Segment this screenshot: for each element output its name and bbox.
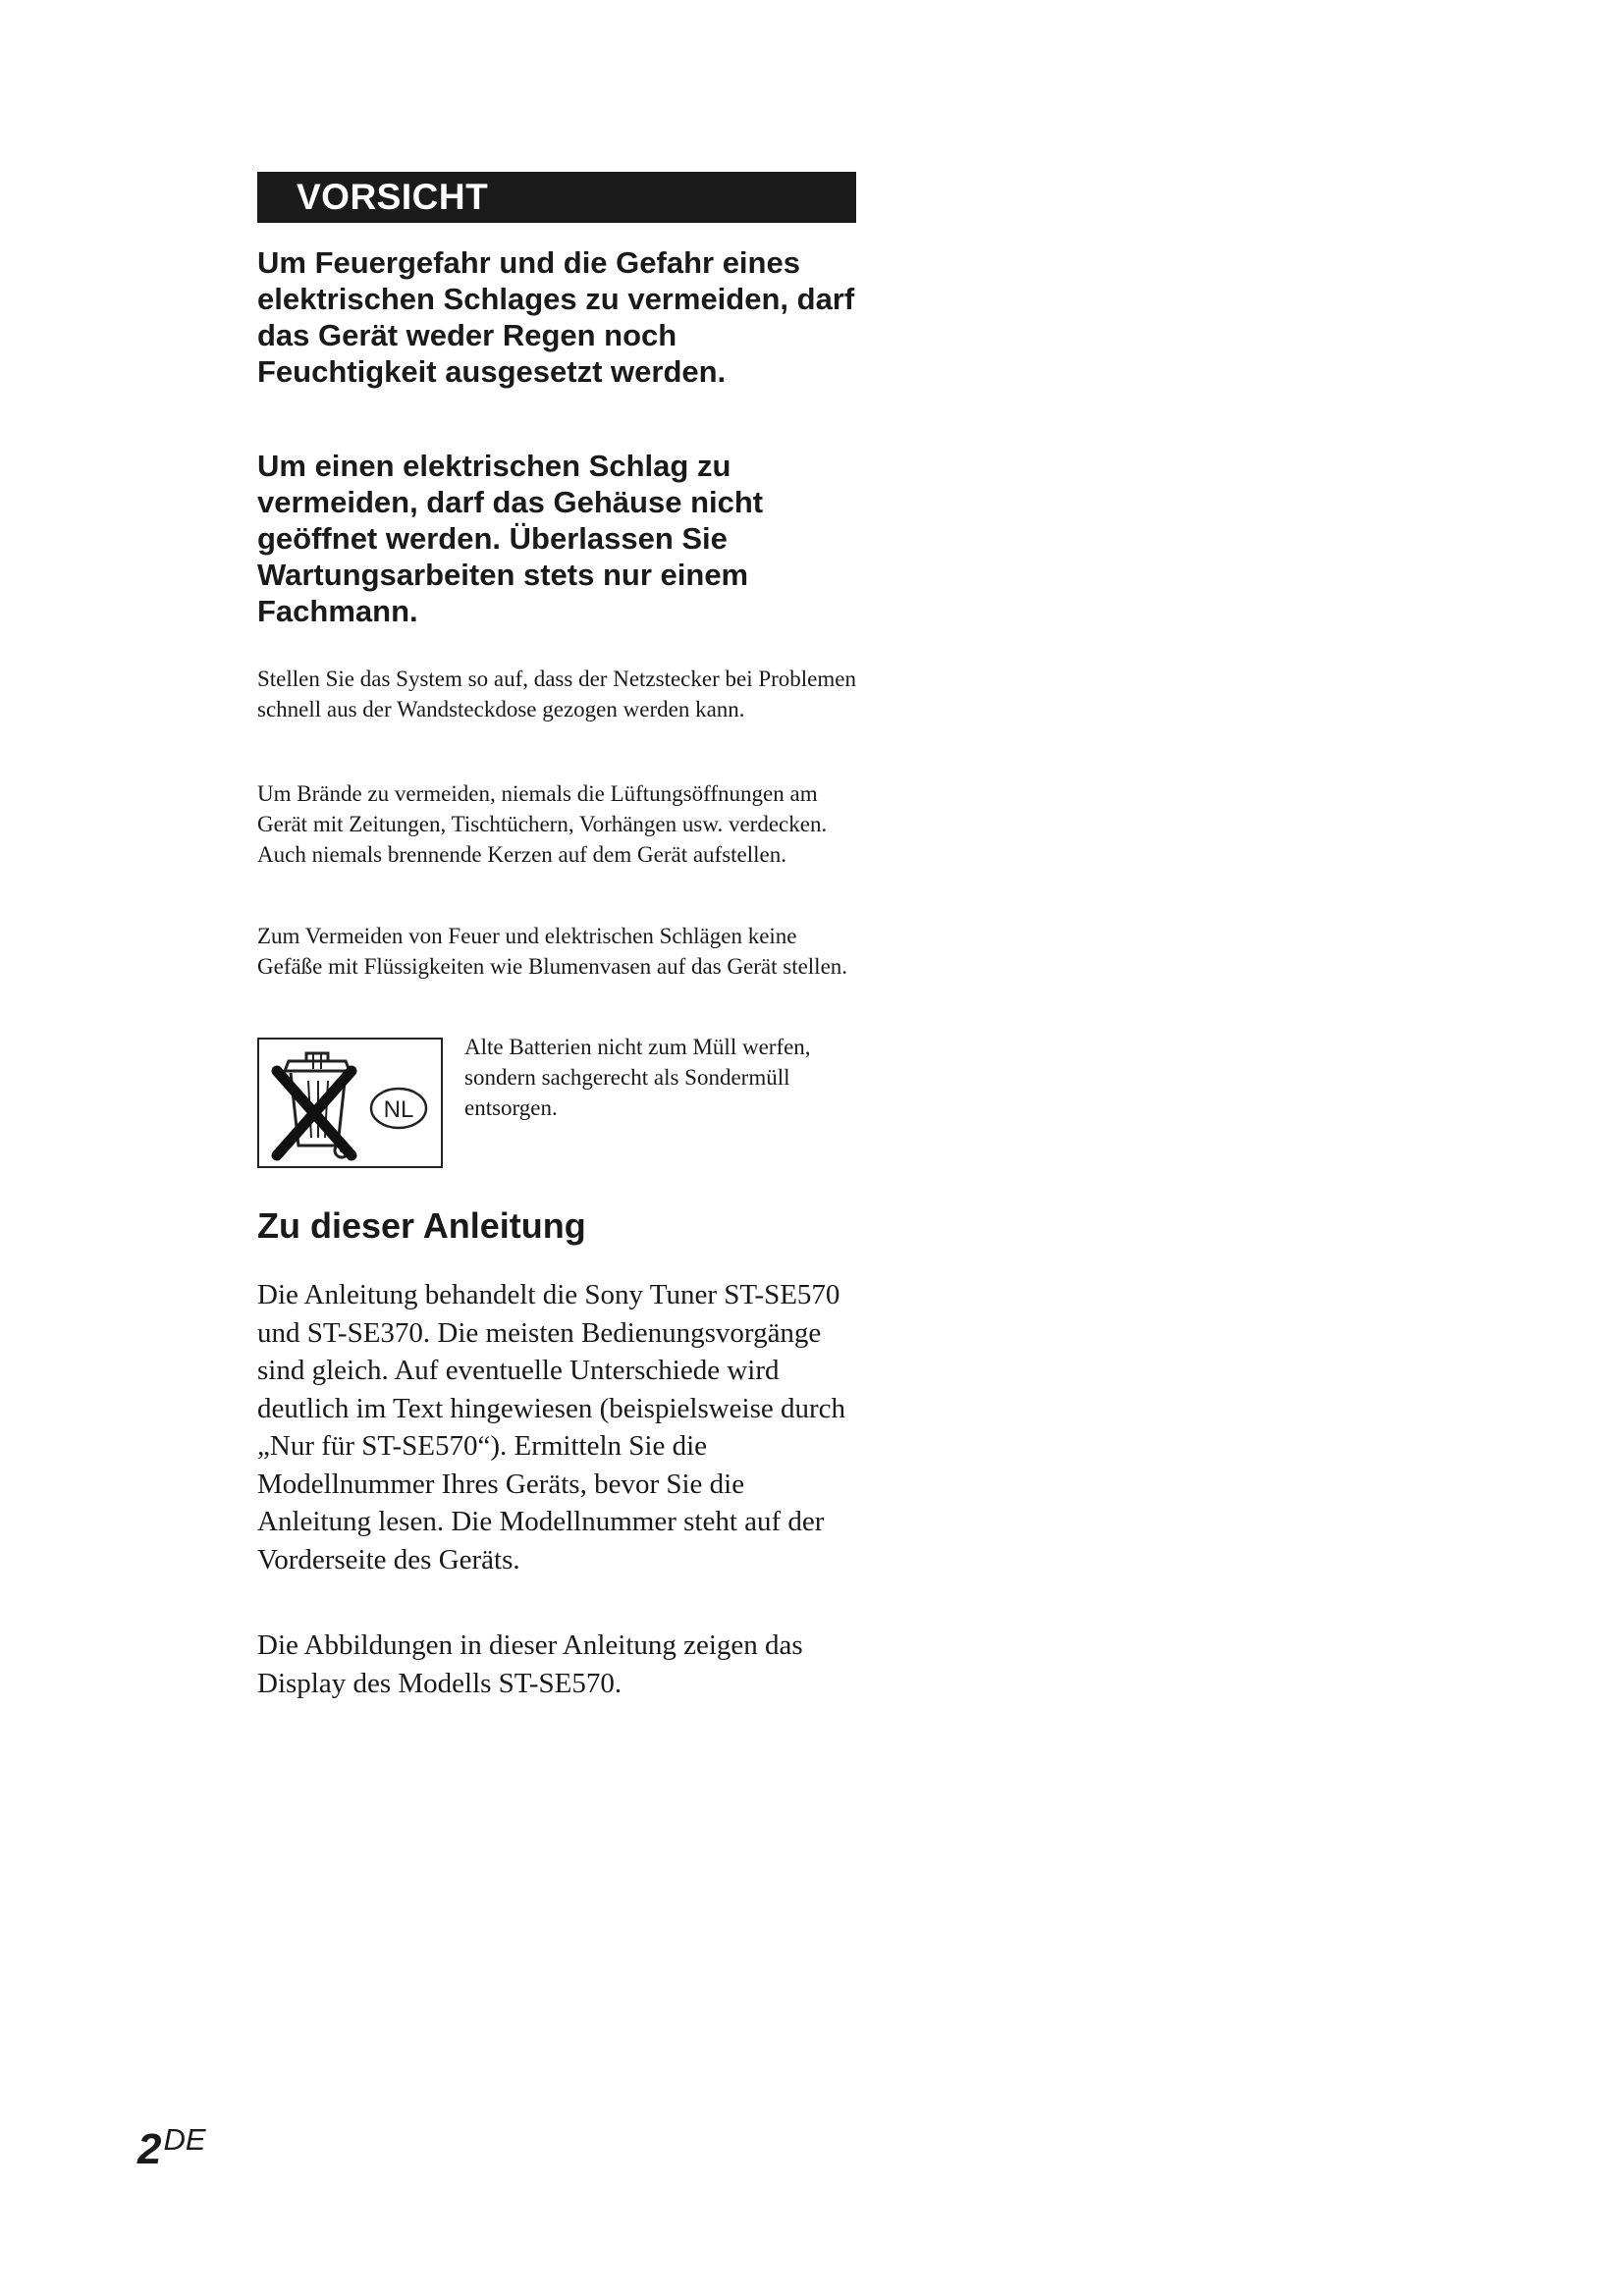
page-language-code: DE: [163, 2122, 206, 2157]
section-heading: Zu dieser Anleitung: [257, 1205, 586, 1246]
vorsicht-header: VORSICHT: [257, 172, 856, 223]
note-ventilation: Um Brände zu vermeiden, niemals die Lüftungsöffnungen am Gerät mit Zeitungen, Tischtüchern, Vorhängen usw. verdecken. Auch niemals brennende Kerzen auf dem Gerät aufstellen.: [257, 781, 828, 867]
page-number-digit: 2: [137, 2125, 162, 2173]
page-number: [137, 2122, 206, 2174]
illustration-note-paragraph: Die Abbildungen in dieser Anleitung zeigen das Display des Modells ST-SE570.: [257, 1629, 803, 1699]
crossed-bin-icon: [259, 1040, 441, 1166]
battery-disposal-text: Alte Batterien nicht zum Müll werfen, sondern sachgerecht als Sondermüll entsorgen.: [464, 1035, 811, 1120]
warning-housing: Um einen elektrischen Schlag zu vermeiden, darf das Gehäuse nicht geöffnet werden. Überlassen Sie Wartungsarbeiten stets nur einem Fachmann.: [257, 449, 764, 628]
note-power-plug: Stellen Sie das System so auf, dass der Netzstecker bei Problemen schnell aus der Wandsteckdose gezogen werden kann.: [257, 667, 856, 721]
warning-fire-moisture: Um Feuergefahr und die Gefahr eines elektrischen Schlages zu vermeiden, darf das Gerät weder Regen noch Feuchtigkeit ausgesetzt werden.: [257, 245, 855, 389]
note-liquids: Zum Vermeiden von Feuer und elektrischen Schlägen keine Gefäße mit Flüssigkeiten wie Blumenvasen auf das Gerät stellen.: [257, 924, 848, 979]
manual-scope-paragraph: Die Anleitung behandelt die Sony Tuner ST-SE570 und ST-SE370. Die meisten Bedienungsvorgänge sind gleich. Auf eventuelle Unterschiede wird deutlich im Text hingewiesen (beispielsweise durch „Nur für ST-SE570“). Ermitteln Sie die Modellnummer Ihres Geräts, bevor Sie die Anleitung lesen. Die Modellnummer steht auf der Vorderseite des Geräts.: [257, 1279, 846, 1575]
battery-disposal-logo: [257, 1038, 443, 1168]
nl-logo-text: NL: [383, 1096, 414, 1123]
